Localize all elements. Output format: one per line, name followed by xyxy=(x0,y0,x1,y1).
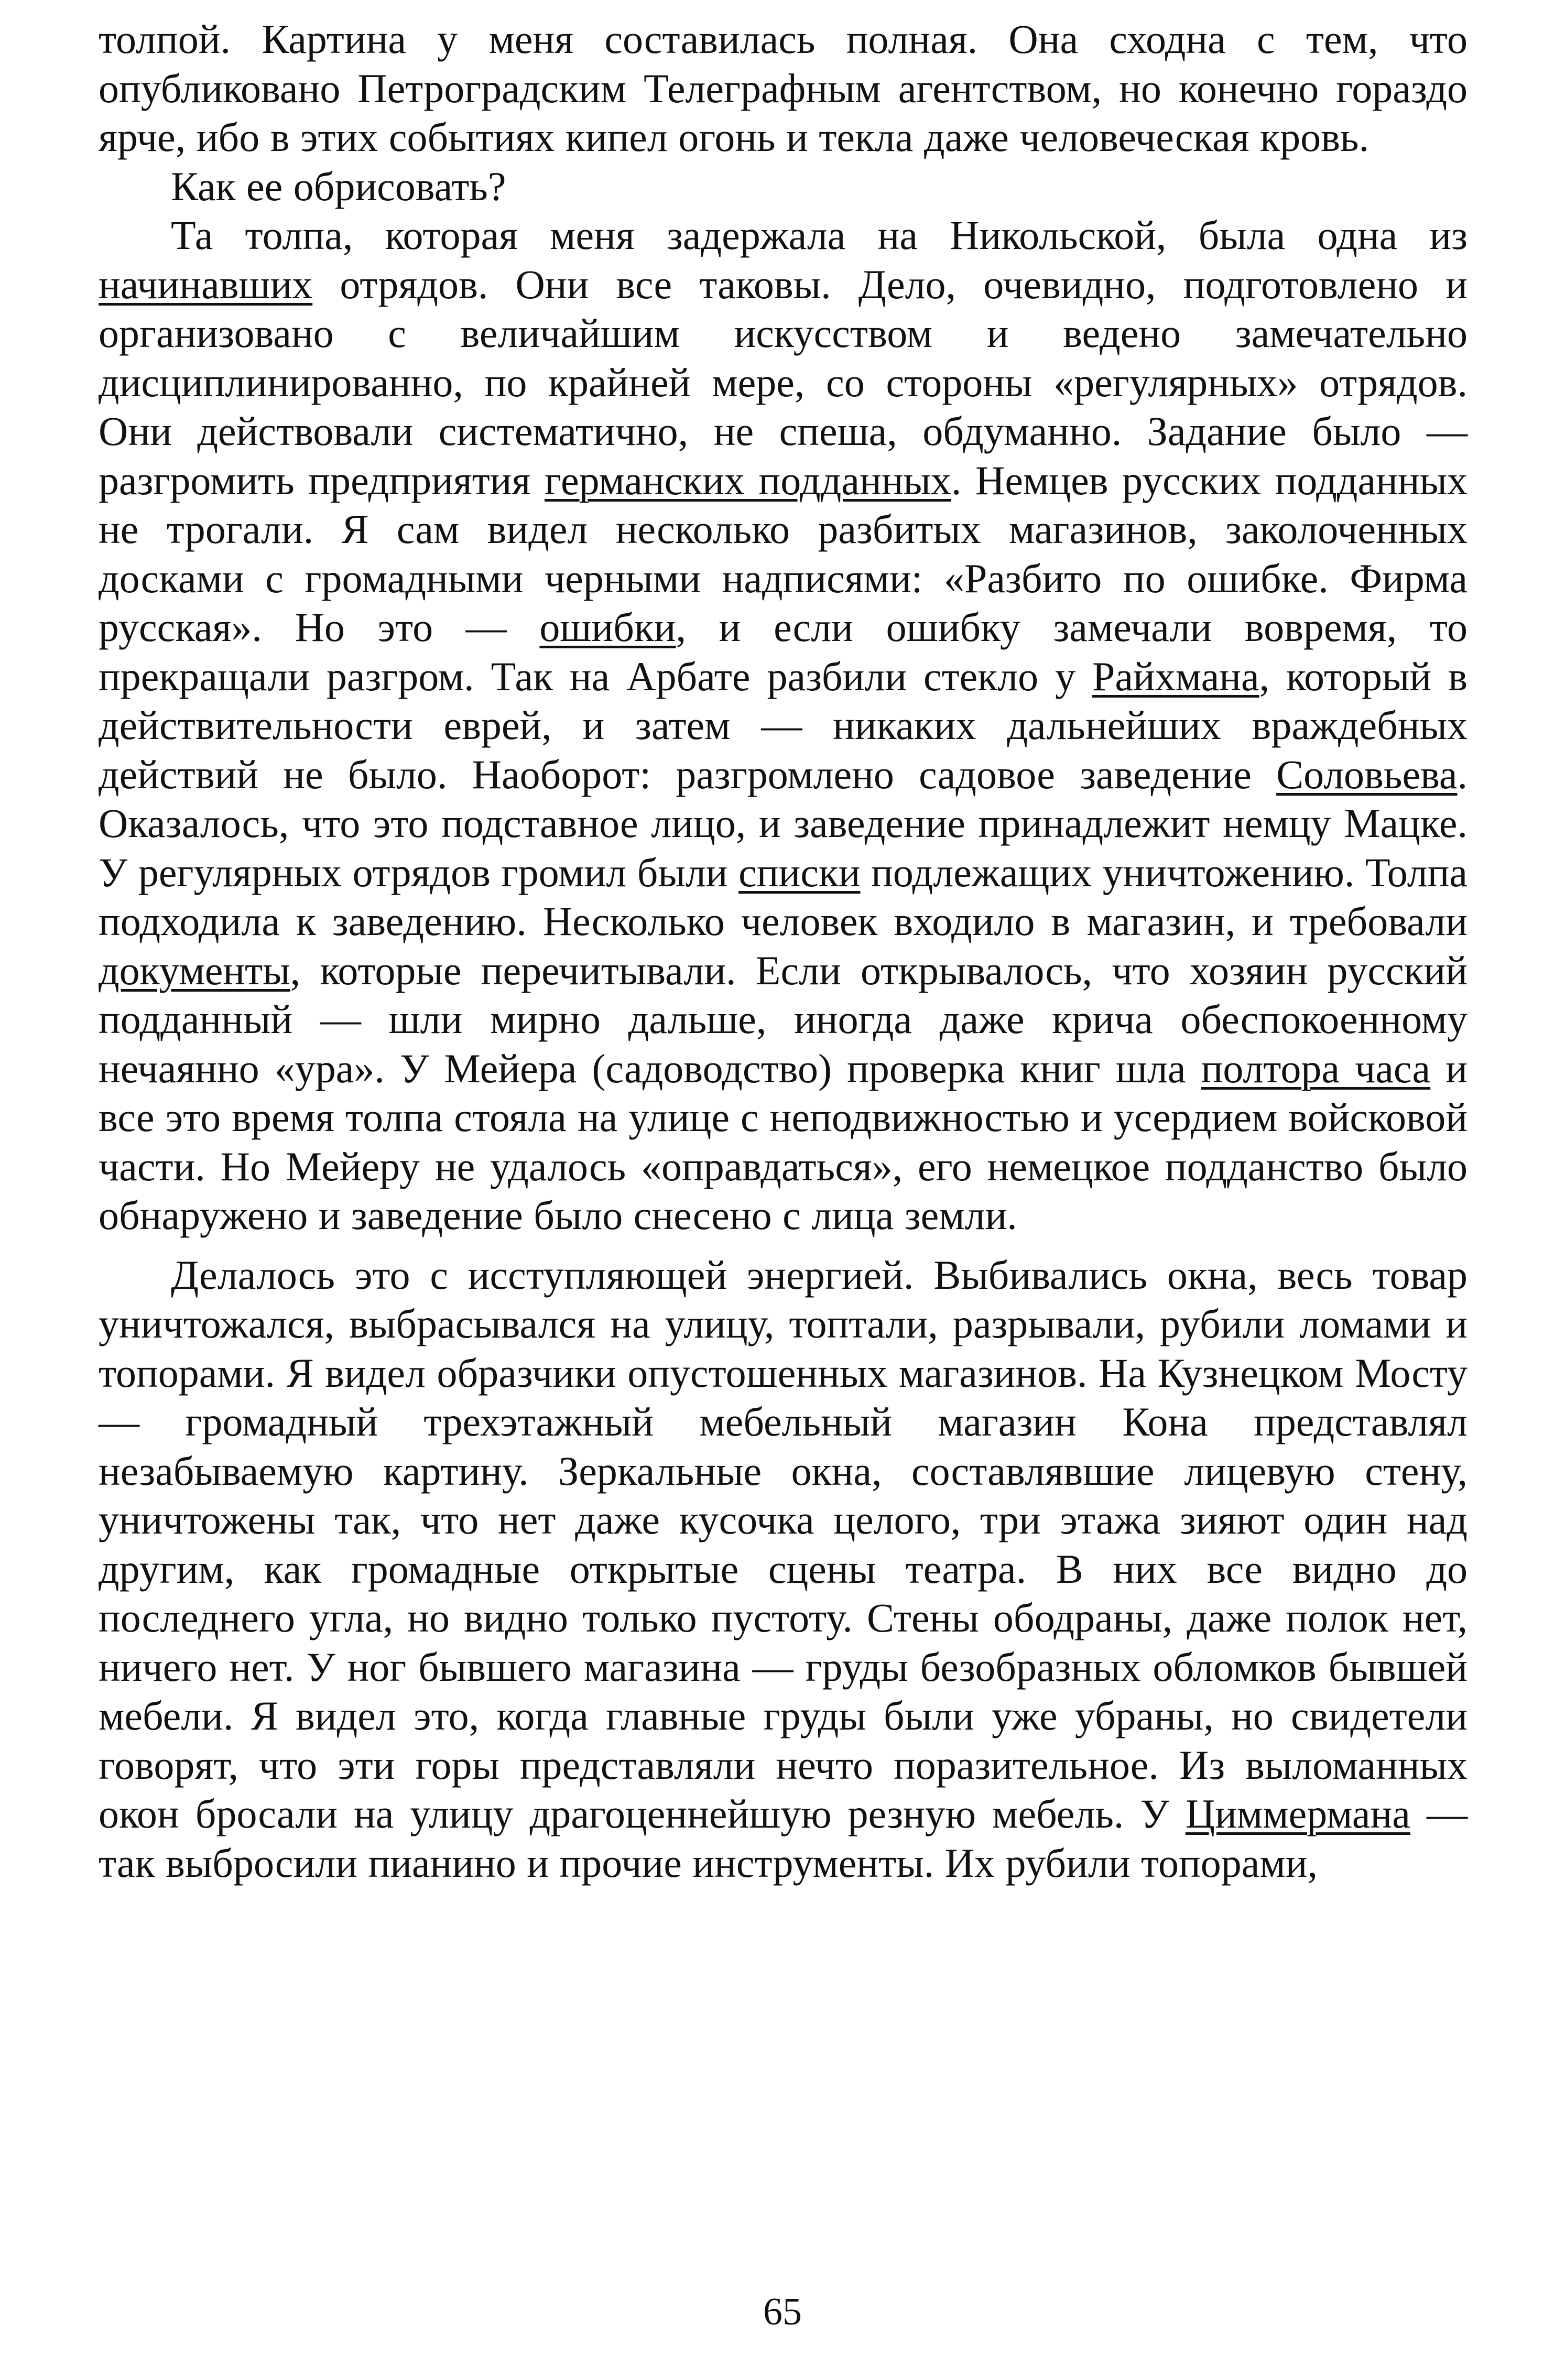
text-run: отрядов. Они все таковы. Дело, очевидно, подготовлено и организовано с величайшим искусством и ведено замечательно дисциплинированно, по крайней мере, со стороны «регулярных» отрядов. Они действовали систематично, не спеша, обдуманно. Задание было — разгромить предприятия xyxy=(99,261,1468,503)
underlined-text: списки xyxy=(738,849,861,895)
paragraph-3 xyxy=(99,211,1468,1240)
underlined-text: документы xyxy=(99,947,290,993)
underlined-text: начинавших xyxy=(99,261,313,307)
underlined-text: германских подданных xyxy=(545,457,951,503)
text-run: . Немцев русских подданных не трогали. Я сам видел несколько разбитых магазинов, заколоченных досками с громадными черными надписями: «Разбито по ошибке. Фирма русская». Но это — xyxy=(99,457,1468,650)
paragraph-2 xyxy=(99,162,1468,211)
underlined-text: Циммермана xyxy=(1185,1791,1410,1836)
page-number: 65 xyxy=(763,2290,802,2333)
underlined-text: Райхмана xyxy=(1092,653,1259,699)
page-text-block xyxy=(99,15,1468,2279)
underlined-text: полтора часа xyxy=(1201,1045,1431,1091)
text-run: — так выбросили пианино и прочие инструменты. Их рубили топорами, xyxy=(99,1791,1468,1886)
underlined-text: Соловьева xyxy=(1276,751,1458,797)
text-run: , которые перечитывали. Если открывалось, что хозяин русский подданный — шли мирно дальше, иногда даже крича обеспокоенному нечаянно «ура». У Мейера (садоводство) проверка книг шла xyxy=(99,947,1468,1091)
underlined-text: ошибки xyxy=(539,604,676,650)
text-run: Как ее обрисовать? xyxy=(171,163,506,209)
text-run: . Оказалось, что это подставное лицо, и заведение принадлежит немцу Мацке. У регулярных отрядов громил были xyxy=(99,751,1468,895)
text-run: и все это время толпа стояла на улице с неподвижностью и усердием войсковой части. Но Мейеру не удалось «оправдаться», его немецкое подданство было обнаружено и заведение было снесено с лица земли. xyxy=(99,1045,1468,1238)
text-run: Делалось это с исступляющей энергией. Выбивались окна, весь товар уничтожался, выбрасывался на улицу, топтали, разрывали, рубили ломами и топорами. Я видел образчики опустошенных магазинов. На Кузнецком Мосту — громадный трехэтажный мебельный магазин Кона представлял незабываемую картину. Зеркальные окна, составлявшие лицевую стену, уничтожены так, что нет даже кусочка целого, три этажа зияют один над другим, как громадные открытые сцены театра. В них все видно до последнего угла, но видно только пустоту. Стены ободраны, даже полок нет, ничего нет. У ног бывшего магазина — груды безобразных обломков бывшей мебели. Я видел это, когда главные груды были уже убраны, но свидетели говорят, что эти горы представляли нечто поразительное. Из выломанных окон бросали на улицу драгоценнейшую резную мебель. У xyxy=(99,1252,1468,1836)
text-run: , и если ошибку замечали вовремя, то прекращали разгром. Так на Арбате разбили стекло у xyxy=(99,604,1468,699)
text-run: , который в действительности еврей, и затем — никаких дальнейших враждебных действий не было. Наоборот: разгромлено садовое заведение xyxy=(99,653,1468,797)
paragraph-4 xyxy=(99,1251,1468,1888)
text-run: толпой. Картина у меня составилась полная. Она сходна с тем, что опубликовано Петроградским Телеграфным агентством, но конечно гораздо ярче, ибо в этих событиях кипел огонь и текла даже человеческая кровь. xyxy=(99,16,1468,160)
text-run: Та толпа, которая меня задержала на Никольской, была одна из xyxy=(171,212,1468,258)
paragraph-1 xyxy=(99,15,1468,162)
text-run: подлежащих уничтожению. Толпа подходила к заведению. Несколько человек входило в магазин, и требовали xyxy=(99,849,1468,944)
